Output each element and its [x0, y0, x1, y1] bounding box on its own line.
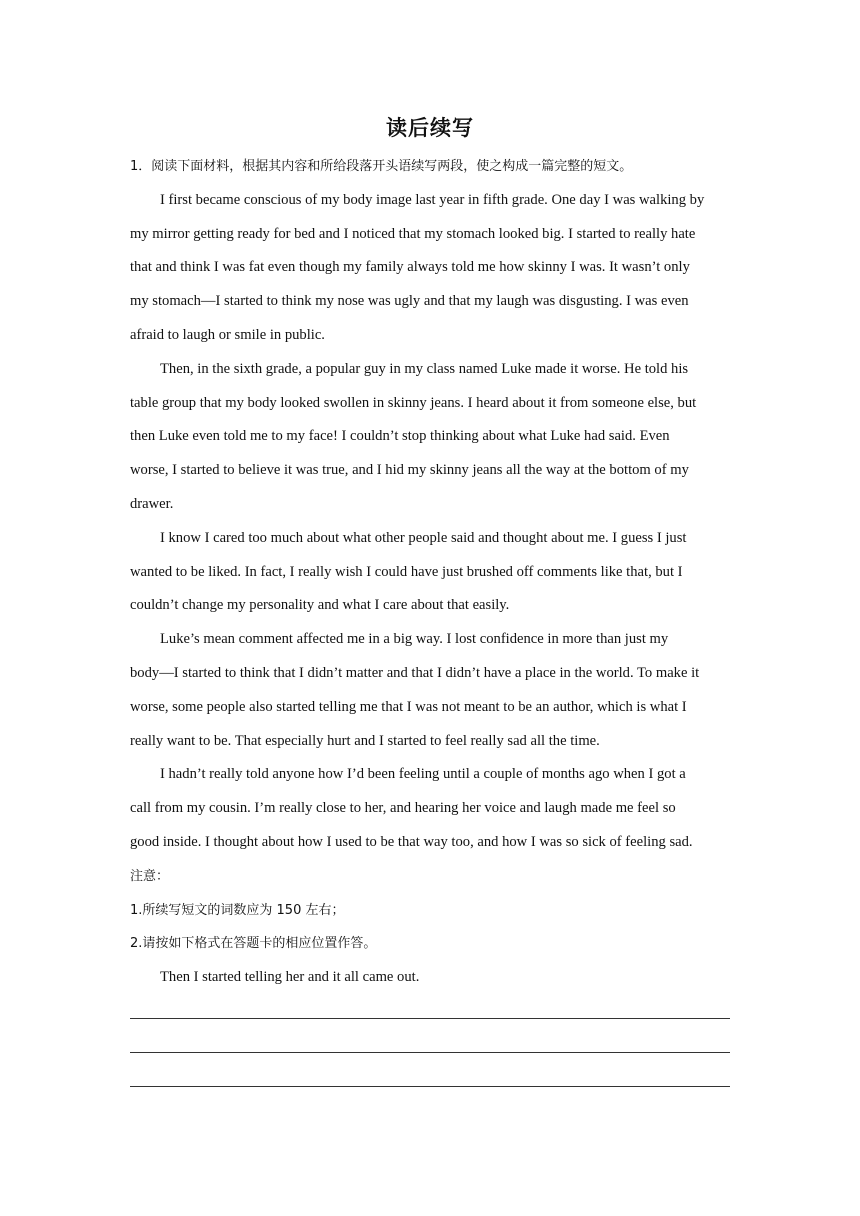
- note-item: 2.请按如下格式在答题卡的相应位置作答。: [130, 936, 377, 952]
- passage-line: table group that my body looked swollen in skinny jeans. I heard about it from someone else, but: [130, 394, 697, 411]
- passage-paragraph-4: [130, 623, 730, 758]
- passage-line: afraid to laugh or smile in public.: [130, 326, 325, 343]
- passage-line: worse, I started to believe it was true, and I hid my skinny jeans all the way at the bottom of my: [130, 462, 689, 479]
- passage-line: my stomach—I started to think my nose was ugly and that my laugh was disgusting. I was even: [130, 293, 689, 310]
- passage-line: call from my cousin. I’m really close to her, and hearing her voice and laugh made me feel so: [130, 800, 676, 817]
- passage-paragraph-3: [130, 522, 730, 623]
- passage-paragraph-5: [130, 758, 730, 859]
- passage-line: Luke’s mean comment affected me in a big way. I lost confidence in more than just my: [160, 631, 669, 648]
- passage-line: my mirror getting ready for bed and I noticed that my stomach looked big. I started to really hate: [130, 225, 696, 242]
- passage-line: I know I cared too much about what other people said and thought about me. I guess I just: [160, 529, 687, 546]
- answer-lines: [130, 1018, 730, 1120]
- document-body: [130, 150, 730, 995]
- instruction-line: 1．阅读下面材料，根据其内容和所给段落开头语续写两段，使之构成一篇完整的短文。: [130, 159, 633, 174]
- passage-line: I first became conscious of my body image last year in fifth grade. One day I was walking by: [160, 191, 705, 208]
- passage-line: Then, in the sixth grade, a popular guy in my class named Luke made it worse. He told his: [160, 360, 689, 377]
- passage-line: wanted to be liked. In fact, I really wish I could have just brushed off comments like that, but I: [130, 563, 683, 580]
- answer-line: [130, 1086, 730, 1087]
- passage-line: good inside. I thought about how I used to be that way too, and how I was so sick of feeling sad.: [130, 833, 693, 850]
- passage-line: couldn’t change my personality and what I care about that easily.: [130, 597, 510, 614]
- answer-line: [130, 1018, 730, 1019]
- prompt-sentence: Then I started telling her and it all came out.: [160, 969, 420, 986]
- passage-line: I hadn’t really told anyone how I’d been feeling until a couple of months ago when I got a: [160, 766, 686, 783]
- passage-line: really want to be. That especially hurt and I started to feel really sad all the time.: [130, 732, 600, 749]
- passage-line: body—I started to think that I didn’t matter and that I didn’t have a place in the world. To make it: [130, 664, 700, 681]
- answer-line: [130, 1052, 730, 1053]
- notes-heading: 注意：: [130, 868, 170, 884]
- passage-line: that and think I was fat even though my family always told me how skinny I was. It wasn’t only: [130, 259, 690, 276]
- note-item: 1.所续写短文的词数应为 150 左右；: [130, 902, 345, 918]
- passage-paragraph-1: [130, 184, 730, 353]
- passage-paragraph-2: [130, 353, 730, 522]
- passage-line: drawer.: [130, 495, 174, 512]
- notes-section: [130, 860, 730, 961]
- page-title: 读后续写: [386, 116, 474, 140]
- passage-line: then Luke even told me to my face! I couldn’t stop thinking about what Luke had said. Even: [130, 428, 670, 445]
- passage-line: worse, some people also started telling me that I was not meant to be an author, which is what I: [130, 698, 687, 715]
